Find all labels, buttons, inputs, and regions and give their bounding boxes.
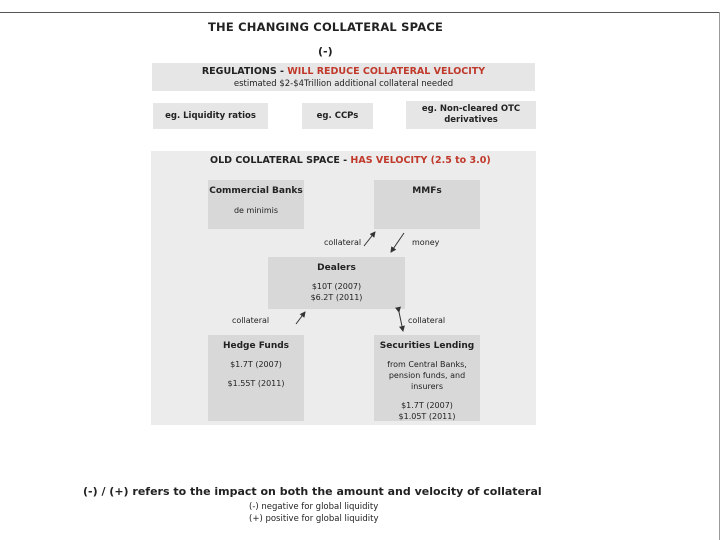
node-value: $1.05T (2011) [398,412,456,421]
old-space-title-highlight: HAS VELOCITY (2.5 to 3.0) [350,155,491,166]
node-name: MMFs [412,186,442,196]
node-name: Securities Lending [379,341,475,351]
footnote-positive: (+) positive for global liquidity [249,514,379,524]
node-value: $1.7T (2007) [230,360,282,369]
footnote-main: (-) / (+) refers to the impact on both the amount and velocity of collateral [83,485,542,498]
node-detail: insurers [410,382,444,391]
node-detail: de minimis [233,206,279,215]
flow-label-collateral-mmf: collateral [324,238,362,247]
slide-title: THE CHANGING COLLATERAL SPACE [208,20,444,34]
flow-label-collateral-sl: collateral [408,316,446,325]
regulations-title-highlight: WILL REDUCE COLLATERAL VELOCITY [287,66,486,77]
node-value: $1.7T (2007) [401,401,453,410]
old-space-title-prefix: OLD COLLATERAL SPACE - [210,155,351,166]
arrow-money-to-dealers [391,233,404,252]
node-detail: pension funds, and [388,371,466,380]
flow-label-collateral-hf: collateral [232,316,270,325]
node-value: $1.55T (2011) [227,379,285,388]
arrow-collateral-to-mmf [364,232,375,246]
regulations-title-prefix: REGULATIONS - [201,66,288,77]
node-name: Commercial Banks [209,186,303,196]
node-value: $10T (2007) [311,282,362,291]
example-liquidity-ratios: eg. Liquidity ratios [153,103,268,129]
example-otc-derivatives: eg. Non-cleared OTC derivatives [406,101,536,129]
node-name: Dealers [317,263,356,273]
node-name: Hedge Funds [222,341,290,351]
regulations-subtitle: estimated $2-$4Trillion additional collateral needed [233,79,454,89]
arrow-collateral-sl-dealers [399,312,403,331]
node-detail: from Central Banks, [387,360,467,369]
footnote-negative: (-) negative for global liquidity [249,502,379,512]
example-ccps: eg. CCPs [302,103,373,129]
flow-label-money-mmf: money [412,238,440,247]
arrow-collateral-hf-to-dealers [296,312,305,324]
negative-sign-label: (-) [318,45,333,58]
node-value: $6.2T (2011) [310,293,363,302]
